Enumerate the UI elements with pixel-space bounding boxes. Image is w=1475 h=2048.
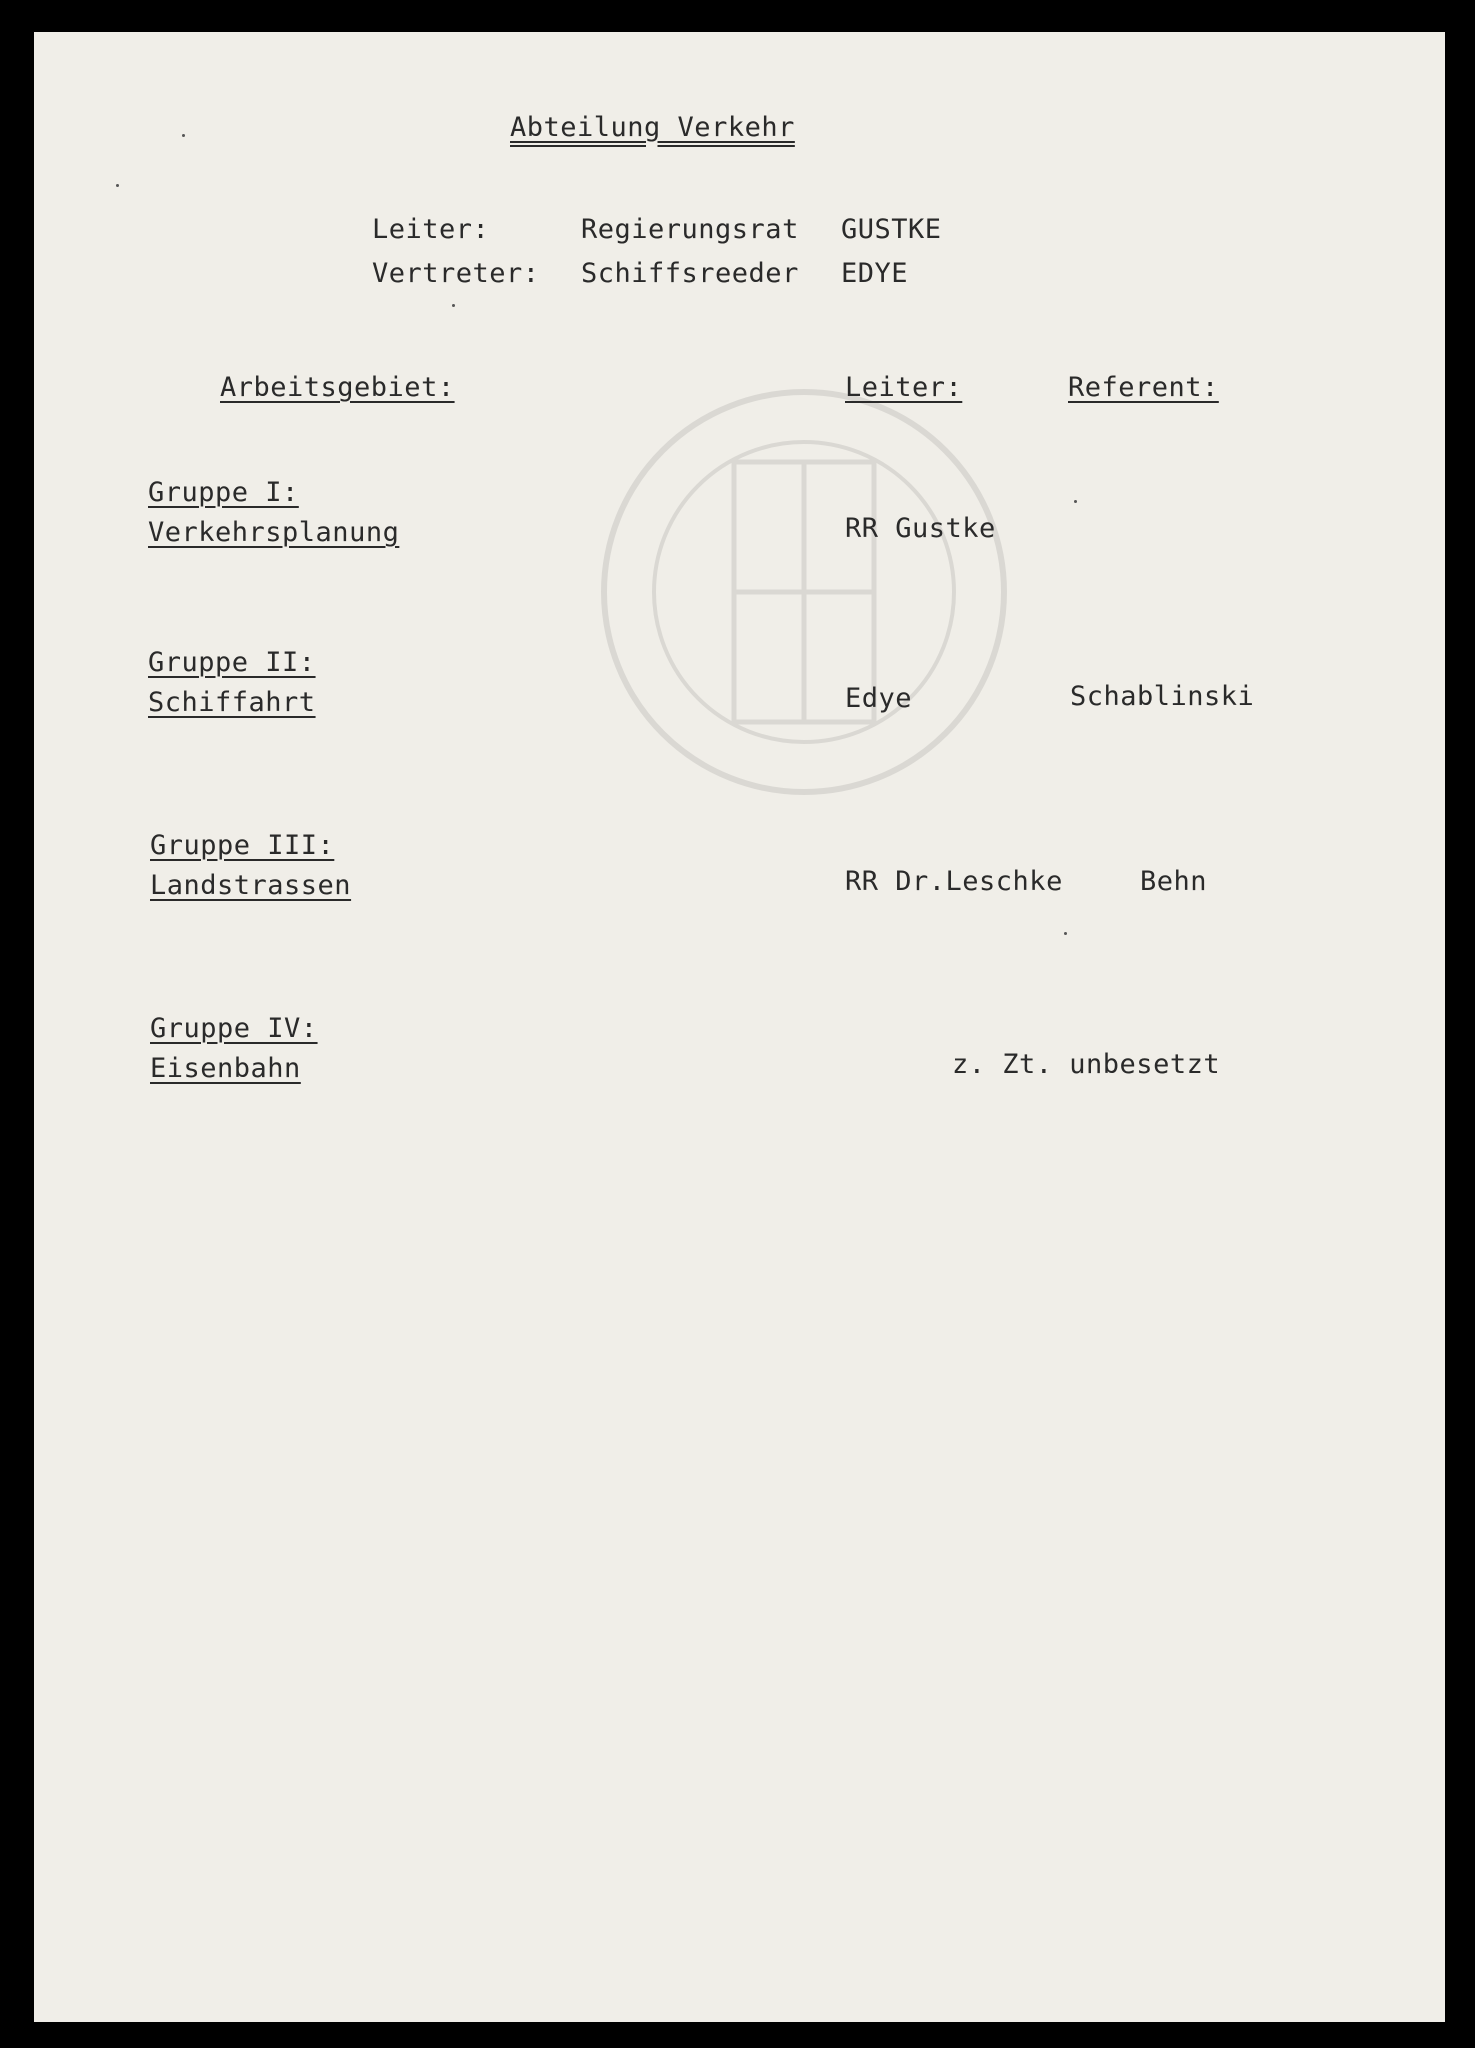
speck (452, 304, 455, 307)
group-referent: Behn (1140, 866, 1208, 897)
group-referent: Schablinski (1070, 681, 1255, 712)
group-label: Gruppe I: (148, 477, 299, 508)
speck (116, 184, 119, 187)
group-leiter: Edye (845, 683, 913, 714)
group-leiter: z. Zt. unbesetzt (952, 1049, 1221, 1080)
group-name: Landstrassen (150, 870, 352, 901)
speck (1064, 932, 1067, 935)
head-vertreter-rank: Schiffsreeder (581, 258, 799, 289)
group-label: Gruppe II: (148, 647, 316, 678)
seal-watermark (584, 372, 1024, 812)
column-header-leiter: Leiter: (845, 372, 963, 403)
document-page (34, 32, 1445, 2022)
group-label: Gruppe III: (150, 830, 335, 861)
page-title: Abteilung Verkehr (510, 112, 795, 143)
column-header-referent: Referent: (1068, 372, 1219, 403)
group-label: Gruppe IV: (150, 1013, 318, 1044)
column-header-area: Arbeitsgebiet: (220, 372, 455, 403)
speck (1074, 500, 1077, 503)
head-vertreter-label: Vertreter: (372, 258, 540, 289)
head-vertreter-name: EDYE (841, 258, 909, 289)
head-leiter-label: Leiter: (372, 214, 490, 245)
group-name: Eisenbahn (150, 1053, 301, 1084)
head-leiter-name: GUSTKE (841, 214, 942, 245)
head-leiter-rank: Regierungsrat (581, 214, 799, 245)
group-leiter: RR Gustke (845, 513, 996, 544)
group-name: Verkehrsplanung (148, 517, 400, 548)
speck (182, 134, 185, 137)
group-name: Schiffahrt (148, 687, 316, 718)
group-leiter: RR Dr.Leschke (845, 866, 1063, 897)
